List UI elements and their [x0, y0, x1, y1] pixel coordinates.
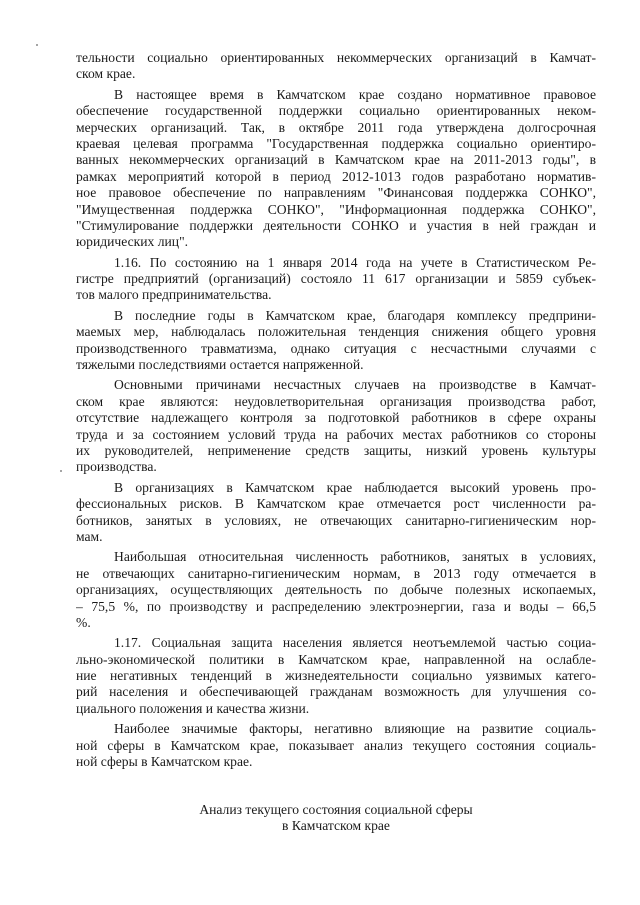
paragraph-line: обеспечение государственной поддержки социально ориентированных неком- [76, 103, 596, 119]
paragraph-line: ском крае являются: неудовлетворительная организация производства работ, [76, 393, 596, 409]
paragraph-line: ние негативных тенденций в жизнедеятельности социально уязвимых катего- [76, 668, 596, 684]
paragraph [76, 255, 596, 304]
paragraph [76, 308, 596, 374]
paragraph-line: ванных некоммерческих организаций в Камчатском крае на 2011-2013 годы", в [76, 152, 596, 168]
paragraph-line: В организациях в Камчатском крае наблюдается высокий уровень про- [114, 479, 596, 495]
paragraph-line: тов малого предпринимательства. [76, 287, 272, 303]
paragraph-line: Основными причинами несчастных случаев на производстве в Камчат- [114, 377, 596, 393]
paragraph-line: ботников, занятых в условиях, не отвечающих санитарно-гигиеническим нор- [76, 512, 596, 528]
body-text [76, 50, 596, 774]
paragraph-line: рий населения и обеспечивающей гражданам возможность для улучшения со- [76, 684, 596, 700]
paragraph-line: 1.16. По состоянию на 1 января 2014 года на учете в Статистическом Ре- [114, 254, 596, 270]
paragraph-line: труда и за состоянием условий труда на рабочих местах работников со стороны [76, 426, 596, 442]
paragraph-line: рамках мероприятий которой в период 2012-1013 годов разработано норматив- [76, 168, 596, 184]
scan-speck [60, 470, 62, 472]
paragraph-line: ное правовое обеспечение по направлениям "Финансовая поддержка СОНКО", [76, 185, 596, 201]
paragraph [76, 377, 596, 475]
paragraph-line: ной сферы в Камчатском крае. [76, 754, 253, 770]
paragraph [76, 549, 596, 631]
paragraph-line: Наибольшая относительная численность работников, занятых в условиях, [114, 549, 596, 565]
paragraph-line: 1.17. Социальная защита населения является неотъемлемой частью социа- [114, 635, 596, 651]
paragraph-line: Наиболее значимые факторы, негативно влияющие на развитие социаль- [114, 721, 596, 737]
paragraph-line: мерческих организаций. Так, в октябре 2011 года утверждена долгосрочная [76, 119, 596, 135]
paragraph-line: юридических лиц". [76, 234, 189, 250]
paragraph-line: ной сферы в Камчатском крае, показывает анализ текущего состояния социаль- [76, 737, 596, 753]
paragraph-line: "Имущественная поддержка СОНКО", "Информационная поддержка СОНКО", [76, 201, 596, 217]
section-heading-line-2: в Камчатском крае [282, 818, 390, 834]
section-heading-line-1: Анализ текущего состояния социальной сферы [199, 802, 473, 817]
paragraph-line: фессиональных рисков. В Камчатском крае отмечается рост численности ра- [76, 496, 596, 512]
scan-speck [36, 44, 38, 46]
paragraph-line: производственного травматизма, однако ситуация с несчастными случаями с [76, 340, 596, 356]
paragraph-line: краевая целевая программа "Государственная поддержка социально ориентиро- [76, 135, 596, 151]
paragraph-line: отсутствие надлежащего контроля за подготовкой работников в сфере охраны [76, 410, 596, 426]
paragraph-line: производства. [76, 459, 157, 475]
paragraph-line: маемых мер, наблюдалась положительная тенденция снижения общего уровня [76, 324, 596, 340]
paragraph-line: тяжелыми последствиями остается напряженной. [76, 357, 364, 373]
paragraph [76, 480, 596, 546]
paragraph [76, 87, 596, 251]
paragraph-line: В настоящее время в Камчатском крае создано нормативное правовое [114, 86, 596, 102]
paragraph-line: "Стимулирование поддержки деятельности СОНКО и участия в ней граждан и [76, 217, 596, 233]
paragraph [76, 50, 596, 83]
section-heading [76, 802, 596, 835]
paragraph-line: мам. [76, 528, 103, 544]
paragraph-line: – 75,5 %, по производству и распределению электроэнергии, газа и воды – 66,5 [76, 598, 596, 614]
paragraph-line: не отвечающих санитарно-гигиеническим нормам, в 2013 году отмечается в [76, 565, 596, 581]
paragraph-line: их руководителей, неприменение средств защиты, низкий уровень культуры [76, 442, 596, 458]
paragraph-line: ском крае. [76, 66, 136, 82]
paragraph-line: %. [76, 614, 91, 630]
paragraph-line: организациях, осуществляющих деятельность по добыче полезных ископаемых, [76, 582, 596, 598]
paragraph [76, 635, 596, 717]
paragraph-line: циального положения и качества жизни. [76, 700, 310, 716]
paragraph-line: тельности социально ориентированных некоммерческих организаций в Камчат- [76, 50, 596, 65]
paragraph-line: гистре предприятий (организаций) состояло 11 617 организации и 5859 субъек- [76, 271, 596, 287]
paragraph-line: льно-экономической политики в Камчатском крае, направленной на ослабле- [76, 651, 596, 667]
paragraph-line: В последние годы в Камчатском крае, благодаря комплексу предприни- [114, 307, 596, 323]
paragraph [76, 721, 596, 770]
